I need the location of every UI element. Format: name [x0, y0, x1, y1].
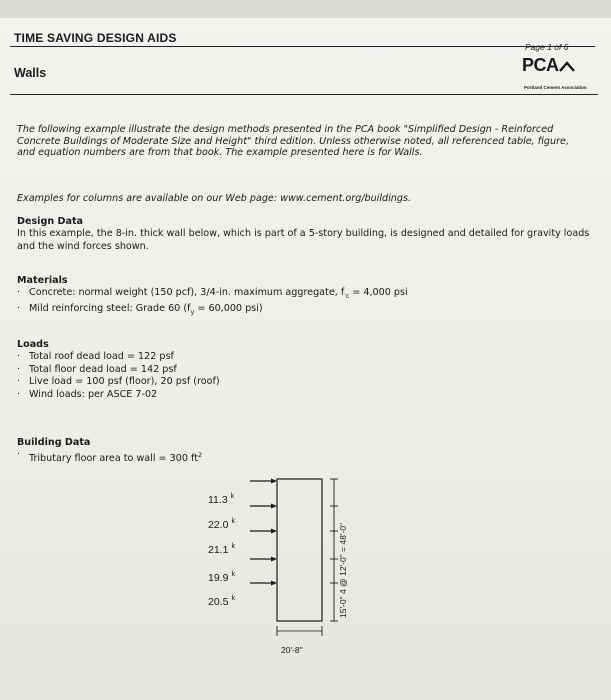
- force-arrow: [250, 479, 277, 484]
- page-indicator: Page 1 of 6: [525, 42, 569, 52]
- force-label: 21.1 $^k$: [208, 543, 235, 556]
- doc-header-title: TIME SAVING DESIGN AIDS: [14, 31, 177, 45]
- load-item: · Total roof dead load = 122 psf: [17, 351, 174, 363]
- force-label: 11.3 $^k$: [208, 493, 235, 506]
- intro-paragraph: The following example illustrate the design methods presented in the PCA book "Simplified Design - Reinforced Concrete Buildings of Moderate Size and Height" third edition. Unless otherwise noted, all referenced table, figure, and equation numbers are from that book. The example presented here is for Walls.: [17, 124, 569, 158]
- loads-section: [17, 339, 592, 401]
- width-dimension-label: 20'-8": [281, 645, 303, 655]
- wall-outline: [277, 479, 322, 621]
- force-label: 20.5 $^k$: [208, 595, 235, 608]
- force-arrow: [250, 581, 277, 586]
- logo-text: PCA: [522, 55, 559, 75]
- building-data-section: [17, 437, 592, 466]
- force-label: 22.0 $^k$: [208, 518, 235, 531]
- logo-subtext: Portland Cement Association: [524, 85, 587, 90]
- force-label: 19.9 $^k$: [208, 571, 235, 584]
- document-page: [0, 18, 611, 700]
- materials-concrete: · Concrete: normal weight (150 pcf), 3/4-in. maximum aggregate, $f_{'c} = 4,000$ psi: [17, 287, 408, 301]
- header-divider-top: [10, 46, 595, 47]
- materials-title: Materials: [17, 275, 68, 286]
- materials-steel: · Mild reinforcing steel: Grade 60 ($f_y = 60,000$ psi): [17, 302, 263, 316]
- section-title: Walls: [14, 66, 47, 80]
- load-item: · Total floor dead load = 142 psf: [17, 363, 177, 375]
- wall-elevation-svg: [200, 473, 370, 663]
- wall-elevation-diagram: [200, 473, 370, 663]
- building-data-title: Building Data: [17, 437, 91, 448]
- loads-title: Loads: [17, 339, 49, 350]
- force-arrow: [250, 529, 277, 534]
- design-data-text: In this example, the 8-in. thick wall below, which is part of a 5-story building, is designed and detailed for gravity loads and the wind forces shown.: [17, 228, 590, 252]
- force-arrow: [250, 557, 277, 562]
- height-dimension: [330, 479, 338, 621]
- force-arrow: [250, 504, 277, 509]
- pca-logo: [522, 55, 575, 76]
- logo-roof-icon: [559, 60, 575, 72]
- materials-section: [17, 275, 592, 318]
- building-data-item: · Tributary floor area to wall = 300 $ft^2$: [17, 449, 203, 465]
- design-data-section: [17, 216, 592, 253]
- header-divider-bottom: [10, 94, 598, 95]
- design-data-title: Design Data: [17, 216, 84, 227]
- examples-note: Examples for columns are available on our Web page: www.cement.org/buildings.: [17, 193, 412, 204]
- height-dimension-label: 15'-0" 4 @ 12'-0" = 48'-0": [338, 522, 348, 618]
- load-item: · Live load = 100 psf (floor), 20 psf (roof): [17, 376, 220, 388]
- load-item: · Wind loads: per ASCE 7-02: [17, 388, 158, 400]
- width-dimension: [277, 626, 322, 636]
